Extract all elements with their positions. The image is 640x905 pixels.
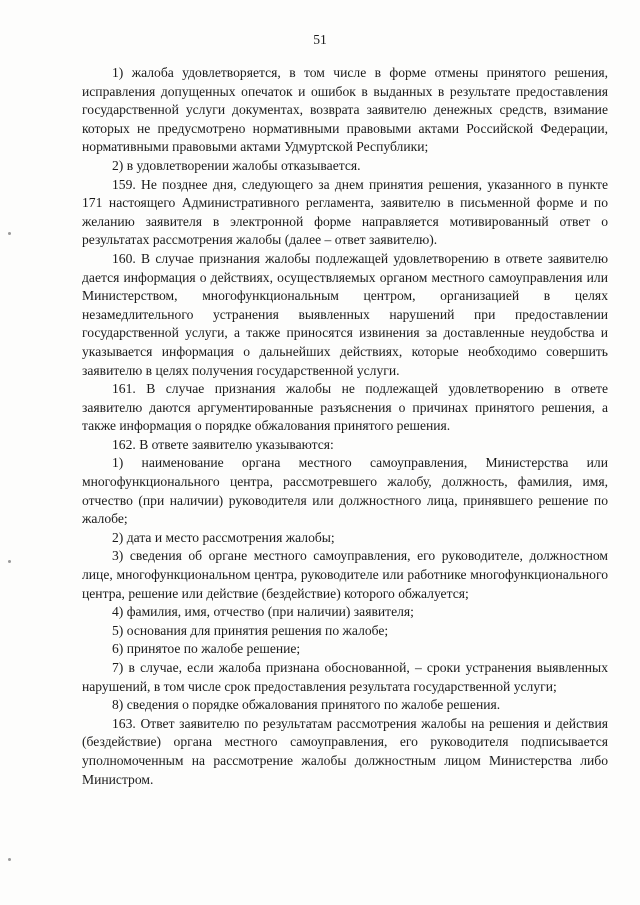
list-item-8: 8) сведения о порядке обжалования принятого по жалобе решения. bbox=[112, 697, 501, 713]
list-item-7: 7) в случае, если жалоба признана обоснованной, – сроки устранения выявленных нарушений, в том числе срок предоставления результата государственной услуги; bbox=[82, 660, 608, 694]
scan-mark bbox=[8, 232, 11, 235]
paragraph-item-1-granted: 1) жалоба удовлетворяется, в том числе в форме отмены принятого решения, исправления допущенных опечаток и ошибок в выданных в результате предоставления государственной услуги документах, возврата заявителю денежных средств, взимание которых не предусмотрено нормативными правовыми актами Российской Федерации, нормативными правовыми актами Удмуртской Республики; bbox=[82, 65, 608, 155]
list-item-5: 5) основания для принятия решения по жалобе; bbox=[112, 622, 389, 638]
paragraph-162: 162. В ответе заявителю указываются: bbox=[112, 436, 334, 452]
scan-mark bbox=[8, 858, 11, 861]
paragraph-160: 160. В случае признания жалобы подлежащей удовлетворению в ответе заявителю дается информация о действиях, осуществляемых органом местного самоуправления или Министерством, многофункциональным центром, организацией в целях незамедлительного устранения выявленных нарушений при предоставлении государственной услуги, а также приносятся извинения за доставленные неудобства и указывается информация о дальнейших действиях, которые необходимо совершить заявителю в целях получения государственной услуги. bbox=[82, 250, 608, 378]
list-item-2: 2) дата и место рассмотрения жалобы; bbox=[112, 529, 335, 545]
document-body bbox=[82, 64, 608, 789]
list-item-3: 3) сведения об органе местного самоуправления, его руководителе, должностном лице, многофункциональном центра, руководителе или работнике многофункционального центра, решение или действие (бездействие) которого обжалуется; bbox=[82, 548, 608, 601]
list-item-4: 4) фамилия, имя, отчество (при наличии) заявителя; bbox=[112, 604, 414, 620]
list-item-6: 6) принятое по жалобе решение; bbox=[112, 641, 301, 657]
scan-mark bbox=[8, 560, 11, 563]
page-number: 51 bbox=[313, 32, 327, 47]
paragraph-item-2-refused: 2) в удовлетворении жалобы отказывается. bbox=[112, 157, 361, 173]
paragraph-161: 161. В случае признания жалобы не подлежащей удовлетворению в ответе заявителю даются аргументированные разъяснения о причинах принятого решения, а также информация о порядке обжалования принятого решения. bbox=[82, 381, 608, 434]
paragraph-159: 159. Не позднее дня, следующего за днем принятия решения, указанного в пункте 171 настоящего Административного регламента, заявителю в письменной форме и по желанию заявителя в электронной форме направляется мотивированный ответ о результатах рассмотрения жалобы (далее – ответ заявителю). bbox=[82, 176, 608, 248]
list-item-1: 1) наименование органа местного самоуправления, Министерства или многофункционального центра, рассмотревшего жалобу, должность, фамилия, имя, отчество (при наличии) руководителя или должностного лица, принявшего решение по жалобе; bbox=[82, 455, 608, 527]
paragraph-163: 163. Ответ заявителю по результатам рассмотрения жалобы на решения и действия (бездействие) органа местного самоуправления, его руководителя подписывается уполномоченным на рассмотрение жалобы должностным лицом Министерства либо Министром. bbox=[82, 715, 608, 787]
